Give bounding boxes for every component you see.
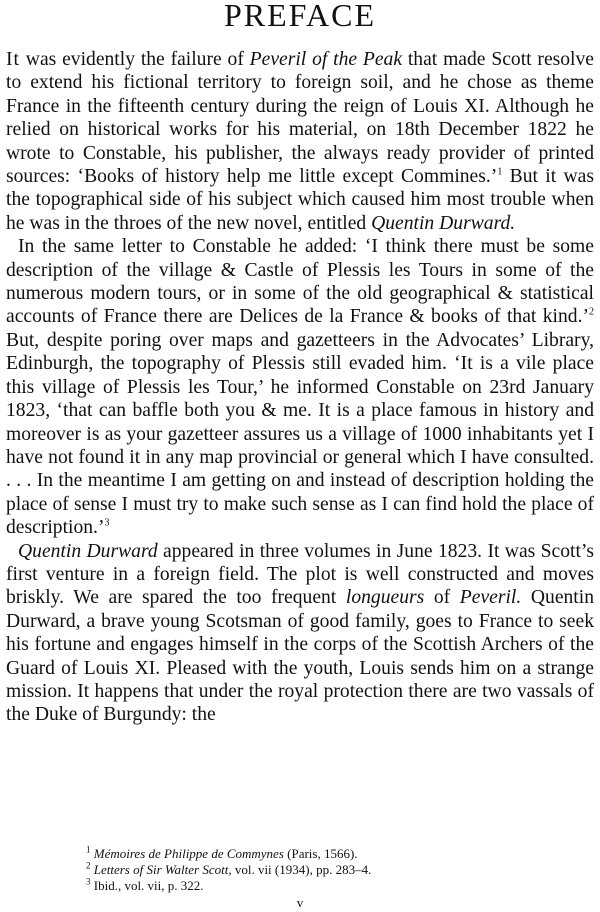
text-run: But it was the topographical side of his subject which caused him most trouble when he was in the throes of the new novel, entitled [6,166,594,234]
page-number: v [296,895,304,910]
lead-word: It [6,49,20,70]
italic-text: Quentin Durward [18,540,158,562]
body-text [6,48,594,727]
footnote [86,878,586,894]
text-run: appeared in three volumes in June 1823. It was Scott’s first venture in a foreign field. The plot is well constructed and moves briskly. We are spared the too frequent [6,540,594,609]
italic-text: Mémoires de Philippe de Commynes [93,846,284,861]
text-run: was evidently the failure of [19,49,250,70]
footnote-ref: 1 [497,166,503,178]
footnote-number: 2 [86,860,91,871]
page-title: PREFACE [223,0,377,33]
footnote-number: 1 [86,844,91,855]
text-run: vol. vii (1934), pp. 283–4. [231,862,372,877]
text-run: of [424,587,460,609]
footnote-ref: 3 [104,517,110,529]
footnote-ref: 2 [589,306,594,318]
text-run: (Paris, 1566). [283,846,358,861]
paragraph [6,540,594,727]
footnote [86,846,586,862]
paragraph [6,235,594,539]
text-run: that made Scott resolve to extend his fictional territory to foreign soil, and he chose as theme France in the fifteenth century during the reign of Louis XI. Although he relied on historical works for his material, on 18th December 1822 he wrote to Constable, his publisher, the always ready provider of printed sources: ‘Books of history help me little except Commines.’ [6,49,594,188]
text-run: Quentin Durward, a brave young Scotsman of good family, goes to France to seek his fortune and engages himself in the corps of the Scottish Archers of the Guard of Louis XI. Pleased with the youth, Louis sends him on a strange mission. It happens that under the royal protection there are two vassals of the Duke of Burgundy: the [6,587,594,726]
italic-text: Letters of Sir Walter Scott, [93,862,232,877]
footnote-number: 3 [86,876,91,887]
italic-text: Peveril of the Peak [249,49,403,70]
italic-text: longueurs [345,587,425,609]
footnotes [86,846,586,894]
italic-text: Peveril. [459,587,522,609]
text-run: But, despite poring over maps and gazetteers in the Advocates’ Library, Edinburgh, the topography of Plessis still evaded him. ‘It is a vile place this village of Plessis les Tour,’ he informed Constable on 23rd January 1823, ‘that can baffle both you & me. It is a place famous in history and moreover is as your gazetteer assures us a village of 1000 inhabitants yet I have not found it in any map provincial or general which I have consulted. . . . In the meantime I am getting on and instead of description holding the place of sense I must try to make such sense as I can find hold the place of description.’ [6,329,594,539]
text-run: Ibid., vol. vii, p. 322. [93,878,204,893]
footnote [86,862,586,878]
italic-text: Quentin Durward. [371,212,516,234]
paragraph [6,48,594,235]
text-run: In the same letter to Constable he added: ‘I think there must be some description of the village & Castle of Plessis les Tours in some of the numerous modern tours, or in some of the old geographical & statistical accounts of France there are Delices de la France & books of that kind.’ [6,236,594,328]
